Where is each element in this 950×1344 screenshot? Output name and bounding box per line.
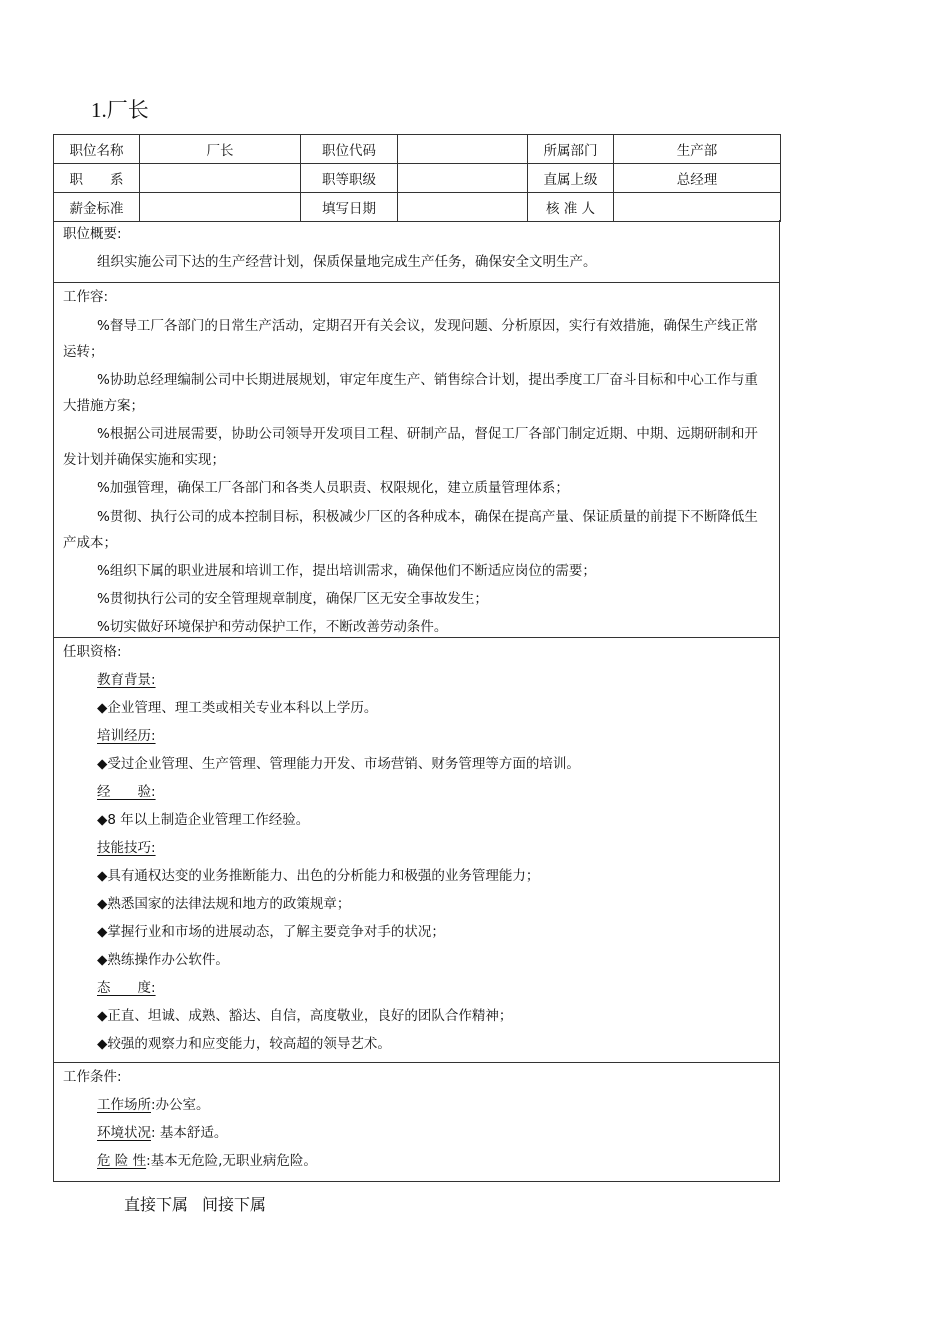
- experience-label: 经 验:: [97, 784, 156, 800]
- value-job-grade: [398, 164, 528, 193]
- skill-item: ◆掌握行业和市场的进展动态，了解主要竞争对手的状况；: [97, 924, 445, 940]
- label-job-title: 职位名称: [54, 135, 140, 164]
- training-item: ◆受过企业管理、生产管理、管理能力开发、市场营销、财务管理等方面的培训。: [97, 756, 580, 772]
- value-supervisor: 总经理: [614, 164, 781, 193]
- label-department: 所属部门: [528, 135, 614, 164]
- duty-item: %组织下属的职业进展和培训工作，提出培训需求，确保他们不断适应岗位的需要；: [97, 563, 596, 579]
- duty-item: %贯彻、执行公司的成本控制目标，积极减少厂区的各种成本，确保在提高产量、保证质量的前提下不断降低生产成本；: [63, 509, 758, 551]
- label-job-grade: 职等职级: [301, 164, 398, 193]
- section-heading: 工作容:: [63, 289, 109, 305]
- direct-subordinates-label: 直接下属: [124, 1195, 189, 1214]
- section-heading: 职位概要:: [63, 226, 122, 242]
- summary-section: [53, 220, 780, 283]
- conditions-section: [53, 1063, 780, 1182]
- label-salary-standard: 薪金标准: [54, 193, 140, 222]
- duty-item: %贯彻执行公司的安全管理规章制度，确保厂区无安全事故发生；: [97, 591, 488, 607]
- duty-item: %协助总经理编制公司中长期进展规划，审定年度生产、销售综合计划，提出季度工厂奋斗目标和中心工作与重大措施方案；: [63, 372, 758, 414]
- job-info-table: [53, 134, 781, 222]
- table-row: [54, 164, 781, 193]
- condition-label-hazard: 危 险 性: [97, 1153, 147, 1169]
- condition-label-environment: 环境状况: [97, 1125, 151, 1141]
- label-supervisor: 直属上级: [528, 164, 614, 193]
- condition-value-hazard: :基本无危险,无职业病危险。: [146, 1153, 317, 1169]
- duty-item: %加强管理，确保工厂各部门和各类人员职责、权限规化，建立质量管理体系；: [97, 480, 569, 496]
- value-salary-standard: [140, 193, 301, 222]
- condition-value-environment: : 基本舒适。: [151, 1125, 228, 1141]
- attitude-item: ◆较强的观察力和应变能力，较高超的领导艺术。: [97, 1036, 391, 1052]
- label-job-code: 职位代码: [301, 135, 398, 164]
- attitude-item: ◆正直、坦诚、成熟、豁达、自信，高度敬业，良好的团队合作精神；: [97, 1008, 513, 1024]
- table-row: [54, 135, 781, 164]
- skill-item: ◆具有通权达变的业务推断能力、出色的分析能力和极强的业务管理能力；: [97, 868, 540, 884]
- section-heading: 任职资格:: [63, 644, 122, 660]
- education-item: ◆企业管理、理工类或相关专业本科以上学历。: [97, 700, 378, 716]
- value-department: 生产部: [614, 135, 781, 164]
- condition-item: [63, 1091, 771, 1119]
- section-heading: 工作条件:: [63, 1069, 122, 1085]
- condition-item: [63, 1147, 771, 1175]
- education-label: 教育背景:: [97, 672, 156, 688]
- value-approver: [614, 193, 781, 222]
- title-text: 厂长: [106, 98, 149, 122]
- duty-item: %督导工厂各部门的日常生产活动，定期召开有关会议，发现问题、分析原因，实行有效措施，确保生产线正常运转；: [63, 318, 758, 360]
- experience-item: ◆8 年以上制造企业管理工作经验。: [97, 812, 310, 828]
- indirect-subordinates-label: 间接下属: [202, 1195, 267, 1214]
- table-row: [54, 193, 781, 222]
- value-fill-date: [398, 193, 528, 222]
- condition-value-workplace: :办公室。: [151, 1097, 210, 1113]
- subordinates-line: [124, 1193, 266, 1217]
- value-job-code: [398, 135, 528, 164]
- label-fill-date: 填写日期: [301, 193, 398, 222]
- duties-section: [53, 283, 780, 638]
- value-job-family: [140, 164, 301, 193]
- attitude-label: 态 度:: [97, 980, 156, 996]
- duty-item: %根据公司进展需要，协助公司领导开发项目工程、研制产品，督促工厂各部门制定近期、中期、远期研制和开发计划并确保实施和实现；: [63, 426, 758, 468]
- condition-item: [63, 1119, 771, 1147]
- skill-item: ◆熟悉国家的法律法规和地方的政策规章；: [97, 896, 351, 912]
- summary-text: 组织实施公司下达的生产经营计划，保质保量地完成生产任务，确保安全文明生产。: [97, 254, 597, 270]
- training-label: 培训经历:: [97, 728, 156, 744]
- label-approver: 核 准 人: [528, 193, 614, 222]
- skills-label: 技能技巧:: [97, 840, 156, 856]
- value-job-title: 厂长: [140, 135, 301, 164]
- label-job-family: 职 系: [54, 164, 140, 193]
- duty-item: %切实做好环境保护和劳动保护工作，不断改善劳动条件。: [97, 619, 448, 635]
- qualifications-section: [53, 638, 780, 1063]
- title-number: 1.: [91, 98, 107, 122]
- skill-item: ◆熟练操作办公软件。: [97, 952, 229, 968]
- condition-label-workplace: 工作场所: [97, 1097, 151, 1113]
- page-title: [91, 95, 149, 125]
